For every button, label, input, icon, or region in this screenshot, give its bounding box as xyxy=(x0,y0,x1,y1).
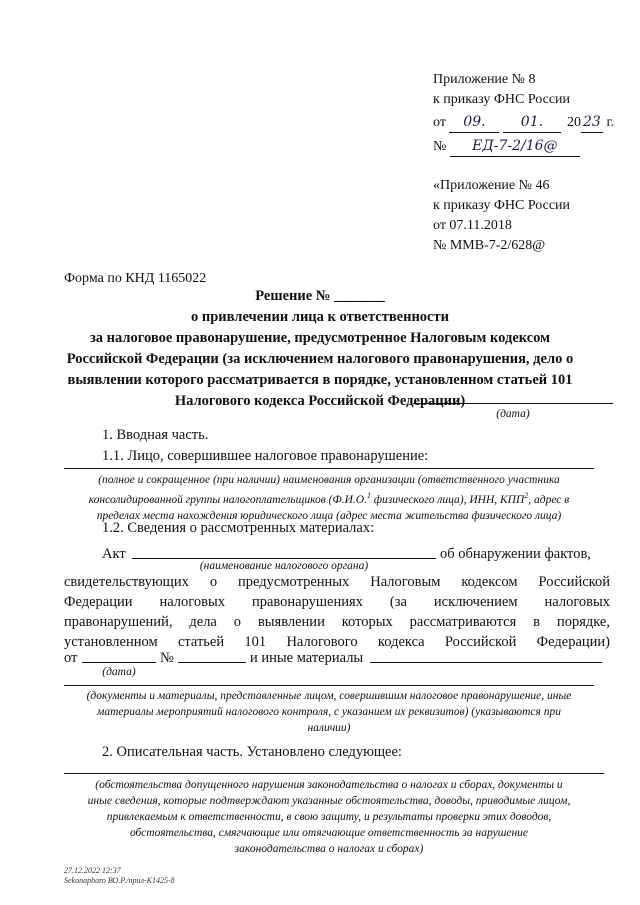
materials-caption-line3: наличии) xyxy=(307,722,351,734)
entity-caption-line3: пределах места нахождения юридического лица (адрес места жительства физического лица) xyxy=(96,509,562,522)
from-label: от xyxy=(64,650,78,666)
title-line4: Российской Федерации (за исключением налогового правонарушения, дело о xyxy=(66,351,574,367)
quote-appendix-line3: от 07.11.2018 xyxy=(433,218,512,233)
materials-caption-line1: (документы и материалы, представленные лицом, совершившим налоговое правонарушение, иные xyxy=(86,690,572,702)
date-month: 01. xyxy=(503,112,561,133)
entity-line xyxy=(64,468,594,469)
description-line xyxy=(64,773,604,774)
paragraph-line1: свидетельствующих о предусмотренных Налоговым кодексом Российской xyxy=(64,574,610,590)
section1-heading: 1. Вводная часть. xyxy=(102,427,209,443)
paragraph-line2: Федерации налоговых правонарушениях (за исключением налоговых xyxy=(64,594,610,610)
description-caption-line3: привлекаемым к ответственности, в свою защиту, и результаты проверки этих доводов, xyxy=(106,811,552,823)
materials-caption xyxy=(48,688,610,736)
paragraph-line4: установленном статьей 101 Налогового кодекса Российской Федерации) xyxy=(64,634,610,650)
date-year-prefix: 20 xyxy=(566,115,581,130)
entity-caption-line1: (полное и сокращенное (при наличии) наименования организации (ответственного участника xyxy=(98,474,560,486)
act-paragraph xyxy=(64,572,610,652)
title-line3: за налоговое правонарушение, предусмотренное Налоговым кодексом xyxy=(89,330,551,346)
document-title xyxy=(40,286,600,412)
other-materials-line xyxy=(370,662,602,663)
entity-caption xyxy=(48,472,610,524)
date-caption: (дата) xyxy=(496,408,530,420)
date-caption2: (дата) xyxy=(102,666,136,678)
quote-appendix-line2: к приказу ФНС России xyxy=(433,198,571,213)
entity-caption-line2: консолидированной группы налогоплательщиков (Ф.И.О.$^1$ физического лица), ИНН, КПП$^2$, адрес в xyxy=(88,491,570,506)
description-caption xyxy=(48,777,610,857)
act-suffix: об обнаружении фактов, xyxy=(440,546,591,562)
act-label: Акт xyxy=(102,546,126,562)
description-caption-line5: законодательства о налогах и сборах) xyxy=(234,843,424,855)
org-caption: (наименование налогового органа) xyxy=(199,560,369,572)
description-caption-line2: иные сведения, которые подтверждают указанные обстоятельства, доводы, приводимые лицом, xyxy=(87,795,571,807)
appendix-date-row xyxy=(433,112,614,133)
title-line5: выявлении которого рассматривается в порядке, установленном статьей 101 xyxy=(67,372,573,388)
footer-timestamp: 27.12.2022 12:37 xyxy=(64,866,121,875)
from-date-line xyxy=(82,662,156,663)
number-prefix: № xyxy=(433,139,447,154)
num-label: № xyxy=(160,650,174,666)
section1-item1: 1.1. Лицо, совершившее налоговое правонарушение: xyxy=(102,448,429,464)
materials-line xyxy=(64,685,594,686)
materials-caption-line2: материалы мероприятий налогового контроля, с указанием их реквизитов) (указываются при xyxy=(96,706,561,718)
paragraph-line3: правонарушений, дела о выявлении которых рассматриваются в порядке, xyxy=(64,614,610,630)
footer xyxy=(64,866,175,886)
date-year-suffix: 23 xyxy=(581,112,603,133)
title-line6: Налогового кодекса Российской Федерации) xyxy=(174,393,466,409)
appendix-line2: к приказу ФНС России xyxy=(433,92,571,107)
section1-item2: 1.2. Сведения о рассмотренных материалах: xyxy=(102,520,375,536)
quote-appendix-line4: № ММВ-7-2/628@ xyxy=(433,238,546,253)
appendix-number-row xyxy=(433,136,580,157)
description-caption-line4: обстоятельства, смягчающие или отягчающие ответственность за нарушение xyxy=(129,827,529,839)
number-value: ЕД-7-2/16@ xyxy=(450,136,580,157)
section2-heading: 2. Описательная часть. Установлено следующее: xyxy=(102,744,402,760)
num-line xyxy=(178,662,246,663)
quote-appendix-line1: «Приложение № 46 xyxy=(433,178,550,193)
date-prefix: от xyxy=(433,115,446,130)
title-line2: о привлечении лица к ответственности xyxy=(191,309,449,325)
date-line xyxy=(413,403,613,404)
footer-file: Sekonapbaro ВО.Р./прил-К1425-8 xyxy=(64,876,175,885)
title-line1: Решение № _______ xyxy=(255,288,385,304)
appendix-line1: Приложение № 8 xyxy=(433,72,536,87)
date-day: 09. xyxy=(449,112,499,133)
description-caption-line1: (обстоятельства допущенного нарушения законодательства о налогах и сборах, документы и xyxy=(95,779,563,791)
form-code: Форма по КНД 1165022 xyxy=(64,271,207,286)
other-materials-label: и иные материалы xyxy=(250,650,364,666)
date-suffix: г. xyxy=(606,115,615,130)
